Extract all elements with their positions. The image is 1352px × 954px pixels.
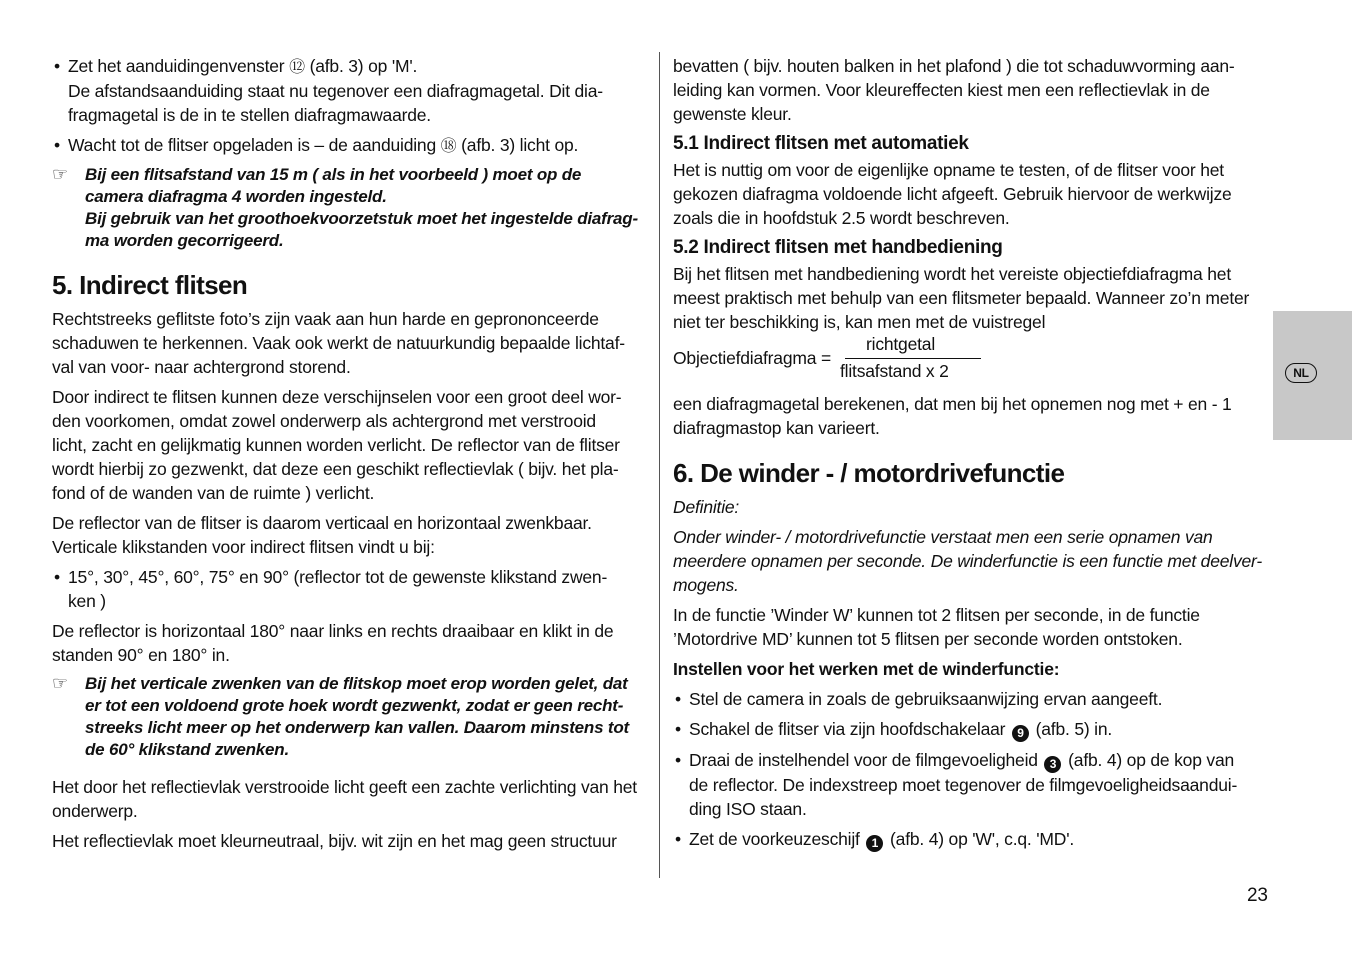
- bullet-item: [52, 133, 652, 158]
- subsection-heading-5-1: 5.1 Indirect flitsen met automatiek: [673, 133, 969, 154]
- callout-3-icon: 3: [1044, 756, 1061, 773]
- text-line: Bij het flitsen met handbediening wordt het vereiste objectiefdiafragma het: [673, 264, 1231, 284]
- formula-denominator: flitsafstand x 2: [840, 361, 949, 381]
- text-line: De afstandsaanduiding staat nu tegenover een diafragmagetal. Dit dia-: [68, 81, 603, 101]
- instructions-heading: Instellen voor het werken met de winderfunctie:: [673, 659, 1060, 679]
- bullet-item: [673, 717, 1273, 742]
- text-line: ding ISO staan.: [689, 799, 807, 819]
- text-line: licht, zacht en gelijkmatig kunnen worden verlicht. De reflector van de flitser: [52, 435, 620, 455]
- text-line: Zet de voorkeuzeschijf 1 (afb. 4) op 'W', c.q. 'MD'.: [689, 829, 1075, 850]
- text-line: ’Motordrive MD’ kunnen tot 5 flitsen per seconde worden ontstoken.: [673, 629, 1183, 649]
- section-heading-5: 5. Indirect flitsen: [52, 270, 248, 300]
- text-line: schaduwen te herkennen. Vaak ook werkt de natuurkundig bepaalde lichtaf-: [52, 333, 625, 353]
- note-line: ma worden gecorrigeerd.: [85, 231, 284, 250]
- text-line: wordt hierbij zo gezwenkt, dat deze een geschikt reflectievlak ( bijv. het pla-: [52, 459, 619, 479]
- text-line: val van voor- naar achtergrond storend.: [52, 357, 351, 377]
- text-line: zoals die in hoofdstuk 2.5 wordt beschreven.: [673, 208, 1010, 228]
- text-line: Door indirect te flitsen kunnen deze verschijnselen voor een groot deel wor-: [52, 387, 622, 407]
- bullet-item: [673, 687, 1273, 711]
- left-column: [52, 54, 652, 859]
- bullet-dot: •: [54, 56, 60, 76]
- pointing-hand-icon: ☞: [52, 164, 68, 184]
- note-line: Bij het verticale zwenken van de flitskop moet erop worden gelet, dat: [85, 674, 628, 693]
- note-line: Bij een flitsafstand van 15 m ( als in het voorbeeld ) moet op de: [85, 165, 582, 184]
- text-line: Het is nuttig om voor de eigenlijke opname te testen, of de flitser voor het: [673, 160, 1224, 180]
- text-line: De reflector van de flitser is daarom verticaal en horizontaal zwenkbaar.: [52, 513, 592, 533]
- paragraph: [673, 525, 1273, 597]
- bullet-item: [673, 827, 1273, 852]
- text-line: meerdere opnamen per seconde. De winderfunctie is een functie met deelver-: [673, 551, 1262, 571]
- paragraph: [673, 392, 1273, 440]
- callout-1-icon: 1: [866, 835, 883, 852]
- text-line: Schakel de flitser via zijn hoofdschakelaar 9 (afb. 5) in.: [689, 719, 1113, 740]
- paragraph: [52, 775, 652, 823]
- bullet-dot: •: [54, 567, 60, 587]
- paragraph: [52, 307, 652, 379]
- text-line: mogens.: [673, 575, 739, 595]
- text-line: fond of de wanden van de ruimte ) verlicht.: [52, 483, 375, 503]
- bullet-dot: •: [675, 689, 681, 709]
- definition-label: Definitie:: [673, 497, 740, 517]
- text-line: bevatten ( bijv. houten balken in het plafond ) die tot schaduwvorming aan-: [673, 56, 1235, 76]
- note-block: [52, 673, 652, 761]
- note-line: er tot een voldoend grote hoek wordt gezwenkt, zodat er geen recht-: [85, 696, 624, 715]
- text-line: diafragmastop kan varieert.: [673, 418, 880, 438]
- text-line: fragmagetal is de in te stellen diafragmawaarde.: [68, 105, 431, 125]
- bullet-item: [673, 748, 1273, 821]
- text-line: Onder winder- / motordrivefunctie verstaat men een serie opnamen van: [673, 527, 1213, 547]
- paragraph: [52, 829, 652, 853]
- text-line: De reflector is horizontaal 180° naar links en rechts draaibaar en klikt in de: [52, 621, 614, 641]
- bullet-dot: •: [675, 750, 681, 770]
- right-column: [673, 54, 1273, 858]
- text-line: Het door het reflectievlak verstrooide licht geeft een zachte verlichting van het: [52, 777, 637, 797]
- callout-9-icon: 9: [1012, 725, 1029, 742]
- text-line: Stel de camera in zoals de gebruiksaanwijzing ervan aangeeft.: [689, 689, 1163, 709]
- text-line: den voorkomen, omdat zowel onderwerp als achtergrond met verstrooid: [52, 411, 596, 431]
- text-line: een diafragmagetal berekenen, dat men bij het opnemen nog met + en - 1: [673, 394, 1232, 414]
- text-line: Verticale klikstanden voor indirect flitsen vindt u bij:: [52, 537, 435, 557]
- text-line: In de functie ’Winder W’ kunnen tot 2 flitsen per seconde, in de functie: [673, 605, 1200, 625]
- note-line: camera diafragma 4 worden ingesteld.: [85, 187, 387, 206]
- text-line: Draai de instelhendel voor de filmgevoeligheid 3 (afb. 4) op de kop van: [689, 750, 1235, 771]
- subsection-heading-5-2: 5.2 Indirect flitsen met handbediening: [673, 237, 1003, 258]
- note-line: streeks licht meer op het onderwerp kan vallen. Daarom minstens tot: [85, 718, 629, 737]
- callout-18-icon: ⑱: [440, 136, 457, 155]
- note-line: de 60° klikstand zwenken.: [85, 740, 289, 759]
- paragraph: [673, 158, 1273, 230]
- text-line: onderwerp.: [52, 801, 138, 821]
- column-divider: [659, 52, 660, 878]
- bullet-item: [52, 54, 652, 127]
- text-line: Wacht tot de flitser opgeladen is – de aanduiding ⑱ (afb. 3) licht op.: [68, 135, 579, 155]
- note-line: Bij gebruik van het groothoekvoorzetstuk moet het ingestelde diafrag-: [85, 209, 638, 228]
- text-line: gekozen diafragma voldoende licht afgeeft. Gebruik hiervoor de werkwijze: [673, 184, 1232, 204]
- text-line: Het reflectievlak moet kleurneutraal, bijv. wit zijn en het mag geen structuur: [52, 831, 617, 851]
- paragraph: [673, 54, 1273, 126]
- text-line: de reflector. De indexstreep moet tegenover de filmgevoeligheidsaandui-: [689, 775, 1238, 795]
- paragraph: [52, 511, 652, 559]
- bullet-dot: •: [54, 135, 60, 155]
- paragraph: [673, 603, 1273, 651]
- pointing-hand-icon: ☞: [52, 673, 68, 693]
- bullet-dot: •: [675, 719, 681, 739]
- section-heading-6: 6. De winder - / motordrivefunctie: [673, 458, 1065, 488]
- formula-numerator: richtgetal: [866, 334, 936, 354]
- text-line: leiding kan vormen. Voor kleureffecten kiest men een reflectievlak in de: [673, 80, 1210, 100]
- paragraph: [52, 619, 652, 667]
- text-line: meest praktisch met behulp van een flitsmeter bepaald. Wanneer zo’n meter: [673, 288, 1250, 308]
- aperture-formula: [673, 332, 1273, 384]
- paragraph: [673, 262, 1273, 334]
- language-tab: [1273, 311, 1352, 440]
- text-line: ken ): [68, 591, 106, 611]
- formula-lhs: Objectiefdiafragma =: [673, 348, 831, 368]
- text-line: Rechtstreeks geflitste foto’s zijn vaak aan hun harde en geprononceerde: [52, 309, 599, 329]
- bullet-item: [52, 565, 652, 613]
- note-block: [52, 164, 652, 252]
- page-number: 23: [1247, 885, 1268, 906]
- text-line: 15°, 30°, 45°, 60°, 75° en 90° (reflector tot de gewenste klikstand zwen-: [68, 567, 608, 587]
- text-line: Zet het aanduidingenvenster ⑫ (afb. 3) op 'M'.: [68, 56, 418, 76]
- callout-12-icon: ⑫: [289, 57, 305, 76]
- bullet-dot: •: [675, 829, 681, 849]
- text-line: niet ter beschikking is, kan men met de vuistregel: [673, 312, 1046, 332]
- text-line: gewenste kleur.: [673, 104, 792, 124]
- paragraph: [52, 385, 652, 505]
- text-line: standen 90° en 180° in.: [52, 645, 230, 665]
- language-badge: NL: [1285, 363, 1317, 383]
